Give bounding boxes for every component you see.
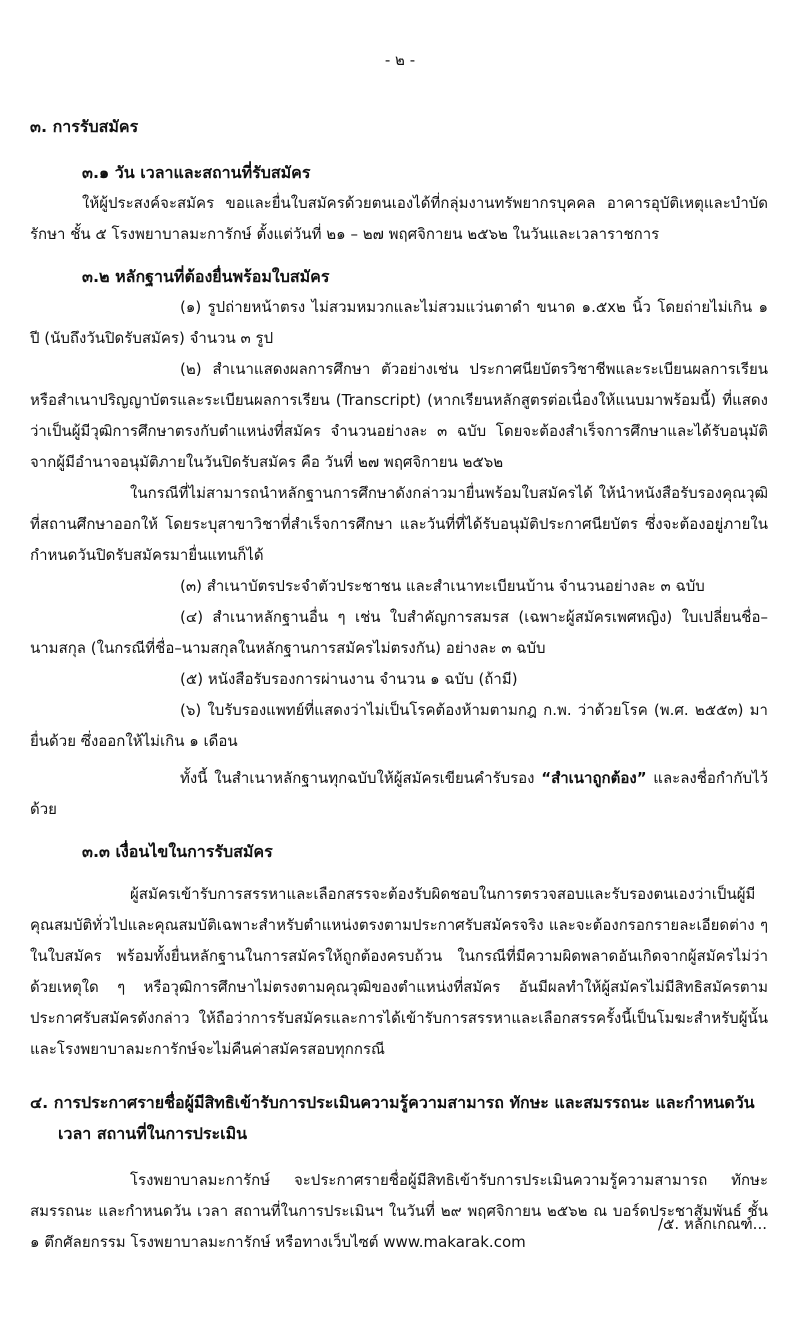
section-3-2-item-2: (๒) สำเนาแสดงผลการศึกษา ตัวอย่างเช่น ประกาศนียบัตรวิชาชีพและระเบียนผลการเรียน หรือสำเนาปริญญาบัตรและระเบียนผลการเรียน (Transcript) (หากเรียนหลักสูตรต่อเนื่องให้แนบมาพร้อมนี้) ที่แสดงว่าเป็นผู้มีวุฒิการศึกษาตรงกับตำแหน่งที่สมัคร จำนวนอย่างละ ๓ ฉบับ โดยจะต้องสำเร็จการศึกษาและได้รับอนุมัติจากผู้มีอำนาจอนุมัติภายในวันปิดรับสมัคร คือ วันที่ ๒๗ พฤศจิกายน ๒๕๖๒ [30, 360, 768, 471]
section-3-2-item-3: (๓) สำเนาบัตรประจำตัวประชาชน และสำเนาทะเบียนบ้าน จำนวนอย่างละ ๓ ฉบับ [180, 577, 705, 595]
section-4-text: โรงพยาบาลมะการักษ์ จะประกาศรายชื่อผู้มีสิทธิเข้ารับการประเมินความรู้ความสามารถ ทักษะ สมรรถนะ และกำหนดวัน เวลา สถานที่ในการประเมินฯ ในวันที่ ๒๙ พฤศจิกายน ๒๕๖๒ ณ บอร์ดประชาสัมพันธ์ ชั้น ๑ ตึกศัลยกรรม โรงพยาบาลมะการักษ์ หรือทางเว็บไซต์ www.makarak.com [30, 1171, 768, 1251]
section-3-1-heading: ๓.๑ วัน เวลาและสถานที่รับสมัคร [82, 163, 311, 182]
section-3-2-certify-note [30, 763, 768, 825]
section-3-3-heading: ๓.๓ เงื่อนไขในการรับสมัคร [82, 842, 273, 861]
certify-quote: “สำเนาถูกต้อง” [541, 769, 647, 787]
next-page-reference: /๕. หลักเกณฑ์... [658, 1215, 767, 1233]
section-3-heading: ๓. การรับสมัคร [30, 117, 139, 136]
section-3-2-item-5: (๕) หนังสือรับรองการผ่านงาน จำนวน ๑ ฉบับ (ถ้ามี) [180, 670, 518, 688]
section-3-1-text: ให้ผู้ประสงค์จะสมัคร ขอและยื่นใบสมัครด้วยตนเองได้ที่กลุ่มงานทรัพยากรบุคคล อาคารอุบัติเหตุและบำบัดรักษา ชั้น ๕ โรงพยาบาลมะการักษ์ ตั้งแต่วันที่ ๒๑ – ๒๗ พฤศจิกายน ๒๕๖๒ ในวันและเวลาราชการ [30, 194, 768, 243]
section-3-2-item-1: (๑) รูปถ่ายหน้าตรง ไม่สวมหมวกและไม่สวมแว่นตาดำ ขนาด ๑.๕x๒ นิ้ว โดยถ่ายไม่เกิน ๑ ปี (นับถึงวันปิดรับสมัคร) จำนวน ๓ รูป [30, 298, 768, 347]
section-3-2-item-2-note: ในกรณีที่ไม่สามารถนำหลักฐานการศึกษาดังกล่าวมายื่นพร้อมใบสมัครได้ ให้นำหนังสือรับรองคุณวุฒิที่สถานศึกษาออกให้ โดยระบุสาขาวิชาที่สำเร็จการศึกษา และวันที่ที่ได้รับอนุมัติประกาศนียบัตร ซึ่งจะต้องอยู่ภายในกำหนดวันปิดรับสมัครมายื่นแทนก็ได้ [30, 484, 768, 564]
page-number: - ๒ - [384, 51, 416, 69]
certify-text-after: และลงชื่อกำกับไว้ด้วย [30, 769, 768, 818]
section-3-2-item-4: (๔) สำเนาหลักฐานอื่น ๆ เช่น ใบสำคัญการสมรส (เฉพาะผู้สมัครเพศหญิง) ใบเปลี่ยนชื่อ–นามสกุล (ในกรณีที่ชื่อ–นามสกุลในหลักฐานการสมัครไม่ตรงกัน) อย่างละ ๓ ฉบับ [30, 608, 768, 657]
section-3-2-heading: ๓.๒ หลักฐานที่ต้องยื่นพร้อมใบสมัคร [82, 267, 330, 286]
section-3-2-item-6: (๖) ใบรับรองแพทย์ที่แสดงว่าไม่เป็นโรคต้องห้ามตามกฎ ก.พ. ว่าด้วยโรค (พ.ศ. ๒๕๕๓) มายื่นด้วย ซึ่งออกให้ไม่เกิน ๑ เดือน [30, 701, 768, 750]
section-4-heading: ๔. การประกาศรายชื่อผู้มีสิทธิเข้ารับการประเมินความรู้ความสามารถ ทักษะ และสมรรถนะ และกำหนดวัน เวลา สถานที่ในการประเมิน [30, 1093, 755, 1143]
section-3-3-text: ผู้สมัครเข้ารับการสรรหาและเลือกสรรจะต้องรับผิดชอบในการตรวจสอบและรับรองตนเองว่าเป็นผู้มีคุณสมบัติทั่วไปและคุณสมบัติเฉพาะสำหรับตำแหน่งตรงตามประกาศรับสมัครจริง และจะต้องกรอกรายละเอียดต่าง ๆ ในใบสมัคร พร้อมทั้งยื่นหลักฐานในการสมัครให้ถูกต้องครบถ้วน ในกรณีที่มีความผิดพลาดอันเกิดจากผู้สมัครไม่ว่าด้วยเหตุใด ๆ หรือวุฒิการศึกษาไม่ตรงตามคุณวุฒิของตำแหน่งที่สมัคร อันมีผลทำให้ผู้สมัครไม่มีสิทธิสมัครตามประกาศรับสมัครดังกล่าว ให้ถือว่าการรับสมัครและการได้เข้ารับการสรรหาและเลือกสรรครั้งนี้เป็นโมฆะสำหรับผู้นั้น และโรงพยาบาลมะการักษ์จะไม่คืนค่าสมัครสอบทุกกรณี [30, 885, 768, 1058]
document-body [30, 112, 768, 1258]
certify-text-before: ทั้งนี้ ในสำเนาหลักฐานทุกฉบับให้ผู้สมัครเขียนคำรับรอง [180, 769, 542, 787]
